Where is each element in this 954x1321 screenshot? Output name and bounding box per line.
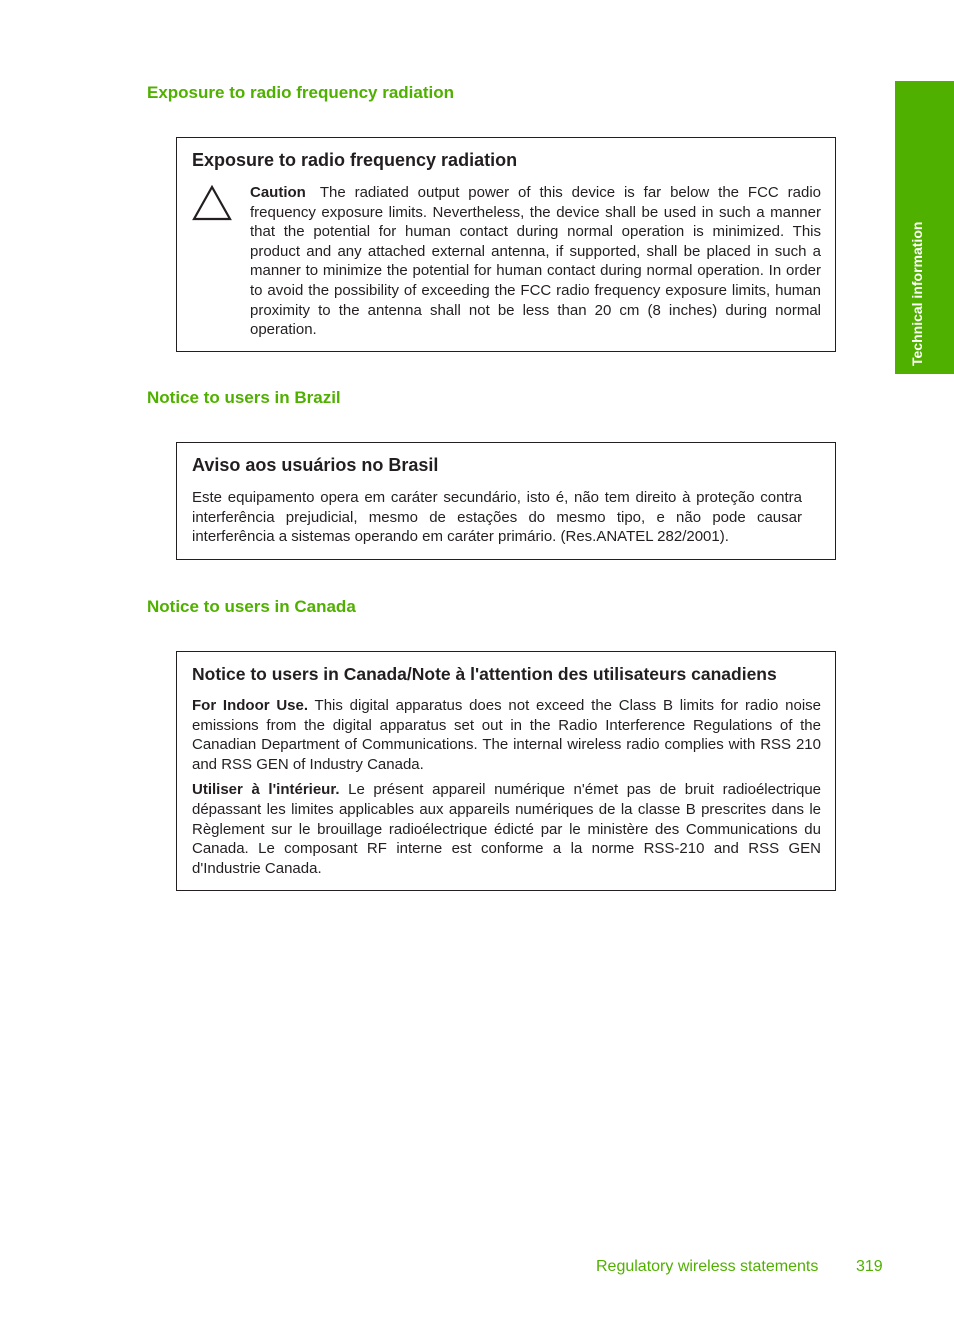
warning-triangle-icon	[192, 185, 232, 221]
section-heading-canada: Notice to users in Canada	[147, 597, 356, 616]
canada-paragraph-en-text: This digital apparatus does not exceed the Class B limits for radio noise emissions from the digital apparatus set out in the Radio Interference Regulations of the Canadian Department of Communications. The internal wireless radio complies with RSS 210 and RSS GEN of Industry Canada.	[192, 697, 821, 773]
side-tab-label: Technical information	[909, 221, 925, 366]
canada-box	[176, 651, 836, 891]
section-heading-rf-exposure: Exposure to radio frequency radiation	[147, 83, 455, 102]
section-heading-brazil: Notice to users in Brazil	[147, 388, 341, 407]
brazil-box-title: Aviso aos usuários no Brasil	[192, 455, 439, 475]
rf-exposure-box-title: Exposure to radio frequency radiation	[192, 150, 518, 170]
canada-paragraph-fr	[192, 780, 821, 878]
canada-paragraph-fr-text: Le présent appareil numérique n'émet pas de bruit radioélectrique dépassant les limites applicables aux appareils numériques de la classe B prescrites dans le Règlement sur le brouillage radioélectrique édicté par le ministère des Communications du Canada. Le composant RF interne est conforme a la norme RSS-210 and RSS GEN d'Industrie Canada.	[192, 781, 821, 877]
caution-note	[192, 183, 821, 340]
caution-text-block	[250, 183, 821, 340]
rf-exposure-box	[176, 137, 836, 352]
brazil-text: Este equipamento opera em caráter secundário, isto é, não tem direito à proteção contra interferência prejudicial, mesmo de estações do mesmo tipo, e não pode causar interferência a sistemas operando em caráter primário. (Res.ANATEL 282/2001).	[192, 489, 802, 546]
footer-section-name: Regulatory wireless statements	[596, 1258, 819, 1275]
canada-paragraph-en	[192, 696, 821, 774]
caution-label: Caution	[250, 184, 306, 201]
footer-page-number: 319	[856, 1258, 883, 1275]
brazil-box	[176, 442, 836, 560]
canada-box-title: Notice to users in Canada/Note à l'attention des utilisateurs canadiens	[192, 664, 777, 684]
caution-text: The radiated output power of this device is far below the FCC radio frequency exposure limits. Nevertheless, the device shall be used in such a manner that the potential for human contact during normal operation is minimized. This product and any attached external antenna, if supported, shall be placed in such a manner to minimize the potential for human contact during normal operation. In order to avoid the possibility of exceeding the FCC radio frequency exposure limits, human proximity to the antenna shall not be less than 20 cm (8 inches) during normal operation.	[250, 184, 821, 339]
canada-paragraph-fr-lead: Utiliser à l'intérieur.	[192, 781, 340, 799]
canada-paragraph-en-lead: For Indoor Use.	[192, 697, 309, 714]
